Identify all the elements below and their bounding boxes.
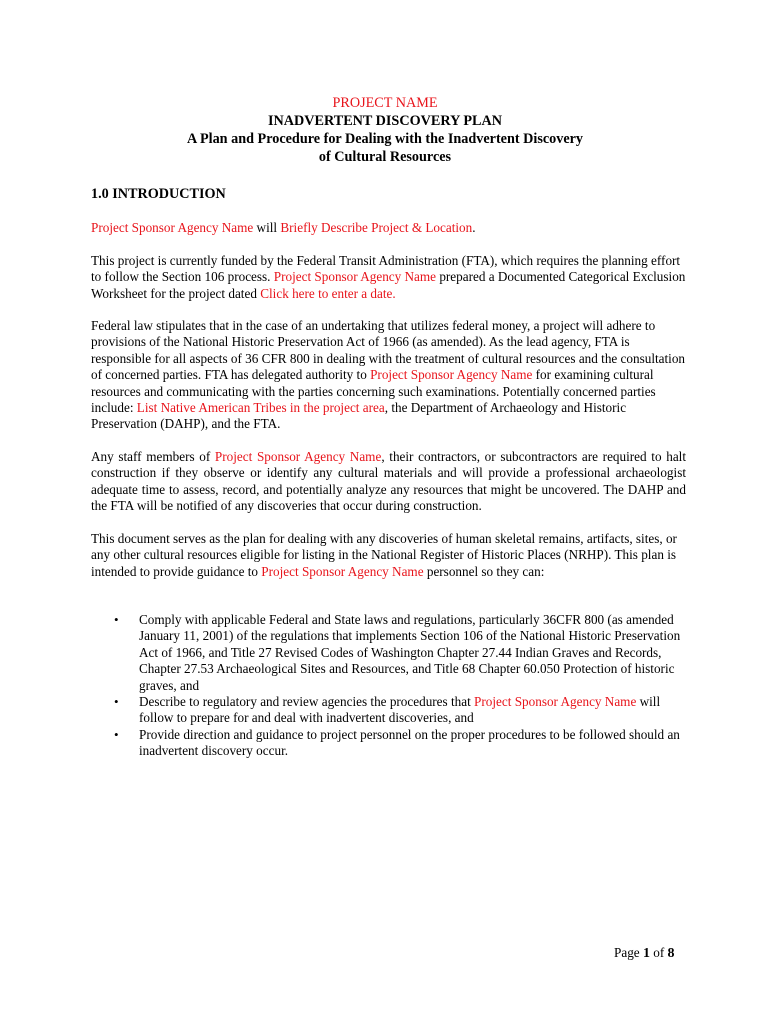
- purpose-list: [91, 612, 686, 760]
- sponsor-field[interactable]: Project Sponsor Agency Name: [91, 220, 254, 235]
- sponsor-field[interactable]: Project Sponsor Agency Name: [261, 563, 424, 579]
- tribes-field[interactable]: List Native American Tribes in the project area: [136, 400, 385, 416]
- plan-title: INADVERTENT DISCOVERY PLAN: [268, 113, 502, 129]
- intro-paragraph-3: [91, 318, 686, 433]
- sponsor-field[interactable]: Project Sponsor Agency Name: [370, 367, 533, 383]
- current-page: 1: [642, 946, 650, 961]
- title-block: [0, 94, 770, 166]
- page-label: Page: [614, 945, 643, 960]
- project-description-field[interactable]: Briefly Describe Project & Location: [280, 220, 473, 235]
- bullet-1-text: Comply with applicable Federal and State laws and regulations, particularly 36CFR 800 (as amended January 11, 2001) of the regulations that implements Section 106 of the National Historic Preservation Act of 1966, and Title 27 Revised Codes of Washington Chapter 27.44 Indian Graves and Records, Chapter 27.53 Archaeological Sites and Resources, and Title 68 Chapter 60.050 Protection of historic graves, and: [139, 612, 681, 693]
- p5-text-2: personnel so they can:: [423, 563, 545, 579]
- plan-subtitle-line1: A Plan and Procedure for Dealing with the Inadvertent Discovery: [186, 131, 584, 147]
- bullet-icon: •: [114, 726, 119, 742]
- sponsor-field[interactable]: Project Sponsor Agency Name: [273, 269, 437, 285]
- bullet-icon: •: [114, 694, 119, 710]
- intro-paragraph-1: [91, 220, 686, 236]
- sponsor-field[interactable]: Project Sponsor Agency Name: [214, 449, 382, 464]
- date-field[interactable]: Click here to enter a date.: [260, 285, 396, 301]
- project-name[interactable]: PROJECT NAME: [332, 95, 438, 111]
- intro-paragraph-4: [91, 449, 686, 515]
- total-pages: 8: [667, 946, 675, 961]
- page-of: of: [649, 945, 668, 960]
- p4-text-2: , their contractors, or subcontractors are required to halt construction if they observe or identify any cultural materials and will provide a professional archaeologist adequate time to assess, record, and potentially analyze any resources that might be uncovered. The DAHP and the FTA will be notified of any discoveries that occur during construction.: [91, 449, 686, 514]
- list-item: [91, 612, 686, 694]
- intro-paragraph-5: [91, 531, 686, 580]
- bullet-icon: •: [114, 612, 119, 627]
- p1-end: .: [472, 220, 476, 235]
- p5-text-1: This document serves as the plan for dealing with any discoveries of human skeletal remains, artifacts, sites, or any other cultural resources eligible for listing in the National Register of Historic Places (NRHP). This plan is intended to provide guidance to: [91, 531, 677, 579]
- bullet-2-text-2: will follow to prepare for and deal with inadvertent discoveries, and: [139, 694, 661, 726]
- p3-text-3: , the Department of Archaeology and Historic Preservation (DAHP), and the FTA.: [91, 400, 627, 432]
- bullet-2-text-1: Describe to regulatory and review agencies the procedures that: [139, 694, 475, 710]
- p2-text-2: prepared a Documented Categorical Exclusion Worksheet for the project dated: [91, 269, 686, 301]
- p2-text-1: This project is currently funded by the Federal Transit Administration (FTA), which requires the planning effort to follow the Section 106 process.: [91, 253, 681, 285]
- p4-text-1: Any staff members of: [91, 449, 215, 464]
- p1-text: will: [253, 220, 281, 235]
- page-number: [614, 944, 675, 963]
- bullet-3-text: Provide direction and guidance to project personnel on the proper procedures to be followed should an inadvertent discovery occur.: [139, 726, 680, 759]
- sponsor-field[interactable]: Project Sponsor Agency Name: [474, 694, 637, 710]
- list-item: [91, 694, 686, 727]
- p3-text-1: Federal law stipulates that in the case of an undertaking that utilizes federal money, a project will adhere to provisions of the National Historic Preservation Act of 1966 (as amended). As the lead agency, FTA is responsible for all aspects of 36 CFR 800 in dealing with the treatment of cultural resources and the consultation of concerned parties. FTA has delegated authority to: [91, 318, 686, 383]
- plan-subtitle-line2: of Cultural Resources: [318, 149, 452, 165]
- p3-text-2: for examining cultural resources and communicating with the parties concerning such examinations. Potentially concerned parties include:: [91, 367, 656, 416]
- list-item: [91, 727, 686, 760]
- intro-paragraph-2: [91, 253, 686, 302]
- section-heading: 1.0 INTRODUCTION: [91, 186, 226, 202]
